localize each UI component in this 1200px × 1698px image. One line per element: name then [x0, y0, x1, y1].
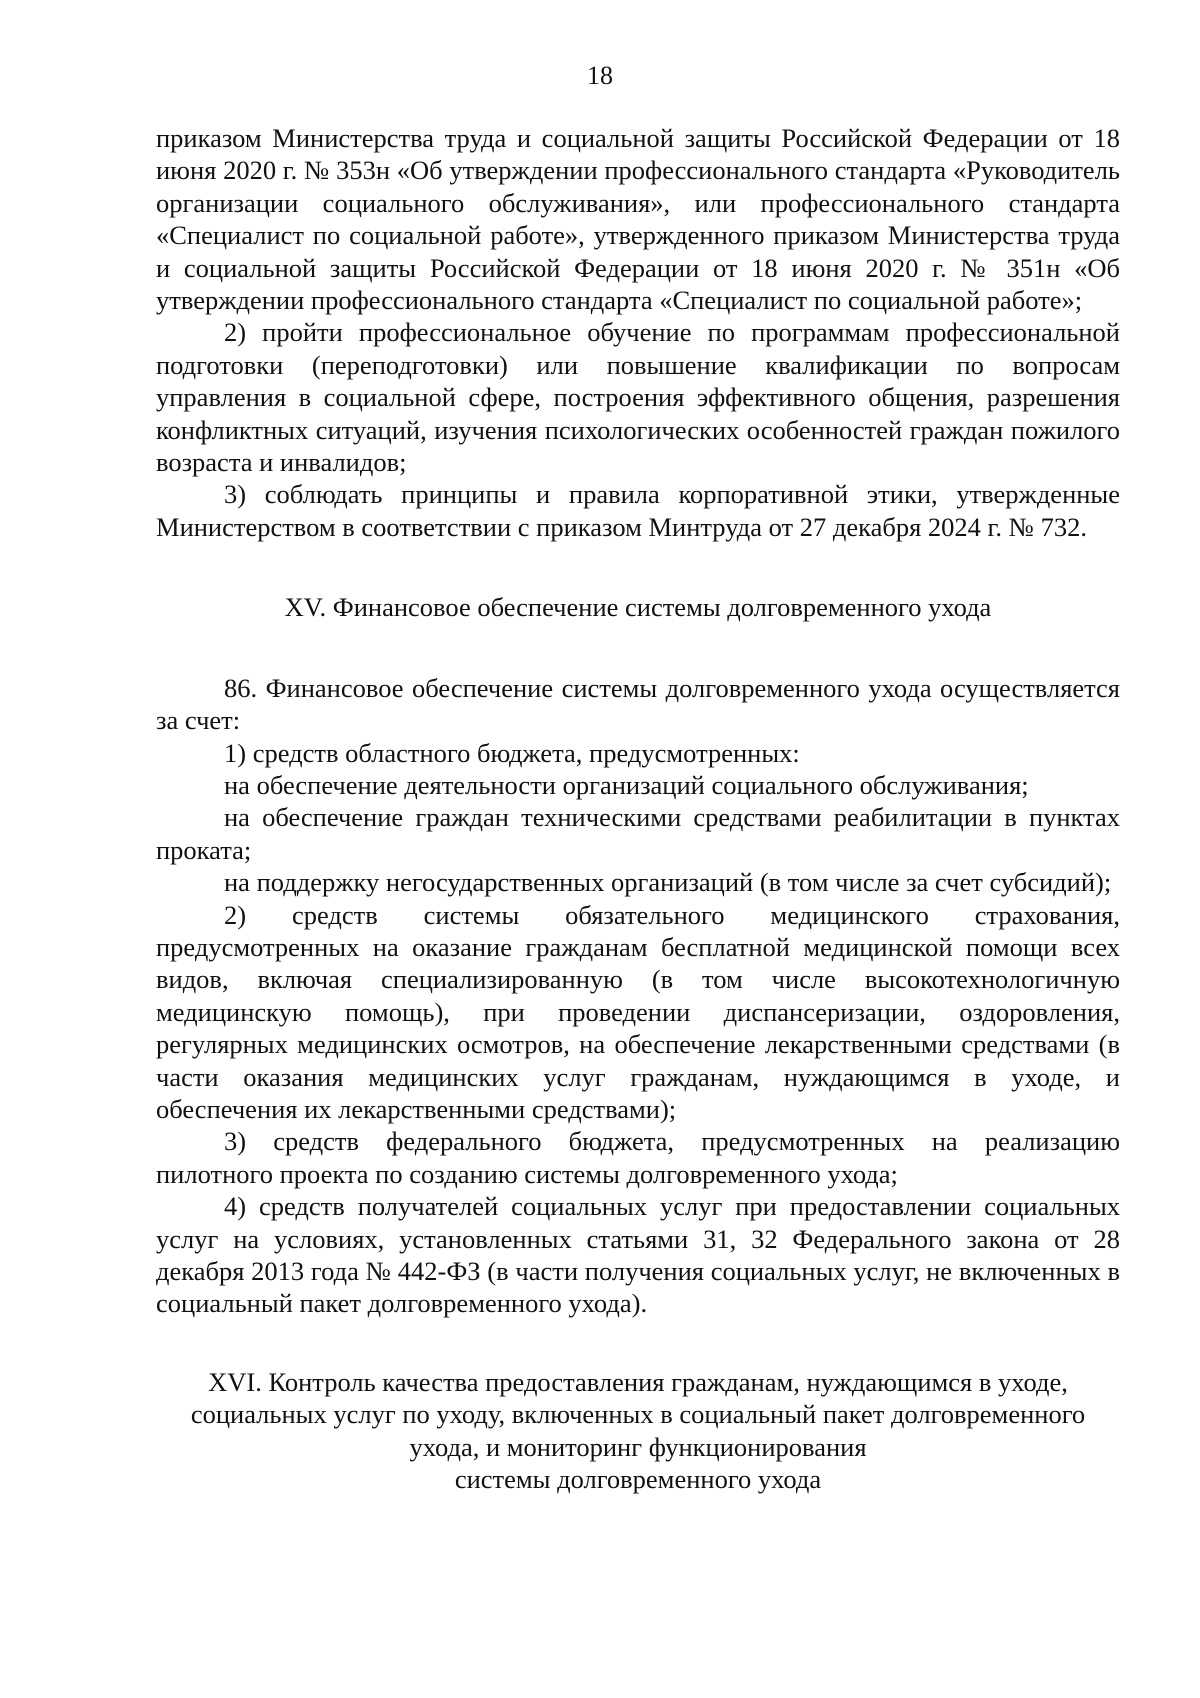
section-xvi-heading — [156, 1366, 1120, 1496]
paragraph-continuation: приказом Министерства труда и социальной защиты Российской Федерации от 18 июня 2020 г. № 353н «Об утверждении профессионального стандарта «Руководитель организации социального обслуживания», или профессионального стандарта «Специалист по социальной работе», утвержденного приказом Министерства труда и социальной защиты Российской Федерации от 18 июня 2020 г. № 351н «Об утверждении профессионального стандарта «Специалист по социальной работе»; — [156, 123, 1120, 316]
section-xvi-heading-line: XVI. Контроль качества предоставления гражданам, нуждающимся в уходе, — [208, 1366, 1068, 1397]
paragraph-86: 86. Финансовое обеспечение системы долговременного ухода осуществляется за счет: — [156, 672, 1120, 736]
section-xvi-heading-line: ухода, и мониторинг функционирования — [409, 1431, 867, 1462]
section-xvi-heading-line: социальных услуг по уходу, включенных в социальный пакет долговременного — [190, 1399, 1086, 1430]
section-xvi-heading-line: системы долговременного ухода — [454, 1464, 822, 1495]
paragraph-item-3-federal: 3) средств федерального бюджета, предусмотренных на реализацию пилотного проекта по созданию системы долговременного ухода; — [156, 1126, 1120, 1189]
page-number: 18 — [587, 61, 613, 90]
paragraph-item-2-oms: 2) средств системы обязательного медицинского страхования, предусмотренных на оказание гражданам бесплатной медицинской помощи всех видов, включая специализированную (в том числе высокотехнологичную медицинскую помощь), при проведении диспансеризации, оздоровления, регулярных медицинских осмотров, на обеспечение лекарственными средствами (в части оказания медицинских услуг гражданам, нуждающимся в уходе, и обеспечения их лекарственными средствами); — [156, 899, 1120, 1124]
paragraph-subitem-organizations: на обеспечение деятельности организаций социального обслуживания; — [224, 769, 1029, 800]
section-xv-heading: XV. Финансовое обеспечение системы долговременного ухода — [284, 592, 992, 623]
paragraph-item-1: 1) средств областного бюджета, предусмотренных: — [224, 737, 800, 768]
paragraph-item-4-recipients: 4) средств получателей социальных услуг при предоставлении социальных услуг на условиях, установленных статьями 31, 32 Федерального закона от 28 декабря 2013 года № 442-ФЗ (в части получения социальных услуг, не включенных в социальный пакет долговременного ухода). — [156, 1191, 1120, 1319]
paragraph-item-2: 2) пройти профессиональное обучение по программам профессиональной подготовки (переподготовки) или повышение квалификации по вопросам управления в социальной сфере, построения эффективного общения, разрешения конфликтных ситуаций, изучения психологических особенностей граждан пожилого возраста и инвалидов; — [156, 317, 1120, 478]
document-body — [156, 122, 1120, 1495]
paragraph-subitem-nongovernmental: на поддержку негосударственных организаций (в том числе за счет субсидий); — [224, 867, 1112, 898]
paragraph-subitem-rehab-means: на обеспечение граждан техническими средствами реабилитации в пунктах проката; — [156, 802, 1120, 865]
paragraph-item-3: 3) соблюдать принципы и правила корпоративной этики, утвержденные Министерством в соответствии с приказом Минтруда от 27 декабря 2024 г. № 732. — [156, 479, 1120, 542]
